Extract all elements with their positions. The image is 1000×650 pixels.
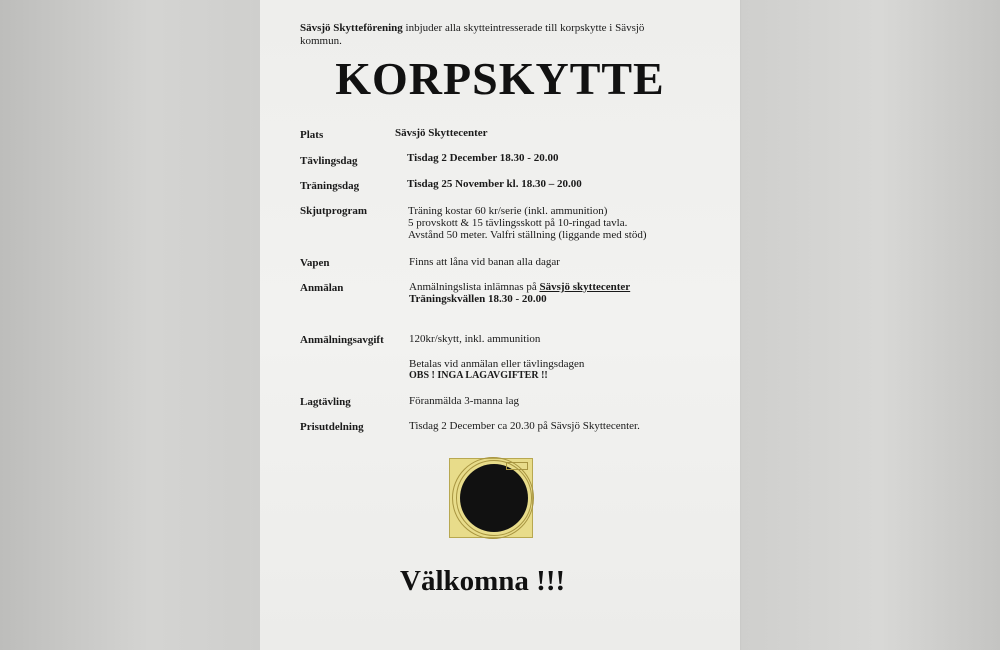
value-skjutprogram-3: Avstånd 50 meter. Valfri ställning (liggande med stöd) [408, 229, 647, 241]
label-tavlingsdag: Tävlingsdag [300, 155, 358, 167]
value-avgift-2: Betalas vid anmälan eller tävlingsdagen [409, 358, 585, 370]
label-vapen: Vapen [300, 257, 330, 269]
org-name: Sävsjö Skytteförening [300, 22, 403, 34]
invitation-paper [260, 0, 740, 650]
welcome-text: Välkomna !!! [400, 565, 566, 597]
value-anmalan-2: Träningskvällen 18.30 - 20.00 [409, 293, 547, 305]
intro-line2: kommun. [300, 35, 342, 47]
value-skjutprogram-1: Träning kostar 60 kr/serie (inkl. ammunition) [408, 205, 608, 217]
label-plats: Plats [300, 129, 324, 141]
value-avgift-3: OBS ! INGA LAGAVGIFTER !! [409, 370, 548, 381]
label-skjutprogram: Skjutprogram [300, 205, 368, 217]
shooting-target-image [449, 458, 533, 538]
value-traningsdag: Tisdag 25 November kl. 18.30 – 20.00 [407, 178, 582, 190]
intro-text [300, 22, 644, 34]
value-anmalan [409, 281, 630, 293]
intro-body: inbjuder alla skytteintresserade till korpskytte i Sävsjö [402, 22, 645, 34]
page-title: KORPSKYTTE [335, 53, 665, 104]
anmalan-place: Sävsjö skyttecenter [539, 281, 631, 293]
value-tavlingsdag: Tisdag 2 December 18.30 - 20.00 [407, 152, 559, 164]
label-avgift: Anmälningsavgift [300, 334, 384, 346]
label-prisutdelning: Prisutdelning [300, 421, 364, 433]
value-avgift: 120kr/skytt, inkl. ammunition [409, 333, 541, 345]
value-prisutdelning: Tisdag 2 December ca 20.30 på Sävsjö Skyttecenter. [409, 420, 640, 432]
value-lagtavling: Föranmälda 3-manna lag [409, 395, 519, 407]
label-traningsdag: Träningsdag [300, 180, 360, 192]
value-vapen: Finns att låna vid banan alla dagar [409, 256, 560, 268]
anmalan-text: Anmälningslista inlämnas på [409, 281, 540, 293]
label-lagtavling: Lagtävling [300, 396, 351, 408]
value-plats: Sävsjö Skyttecenter [395, 127, 488, 139]
value-skjutprogram-2: 5 provskott & 15 tävlingsskott på 10-ringad tavla. [408, 217, 628, 229]
label-anmalan: Anmälan [300, 282, 344, 294]
